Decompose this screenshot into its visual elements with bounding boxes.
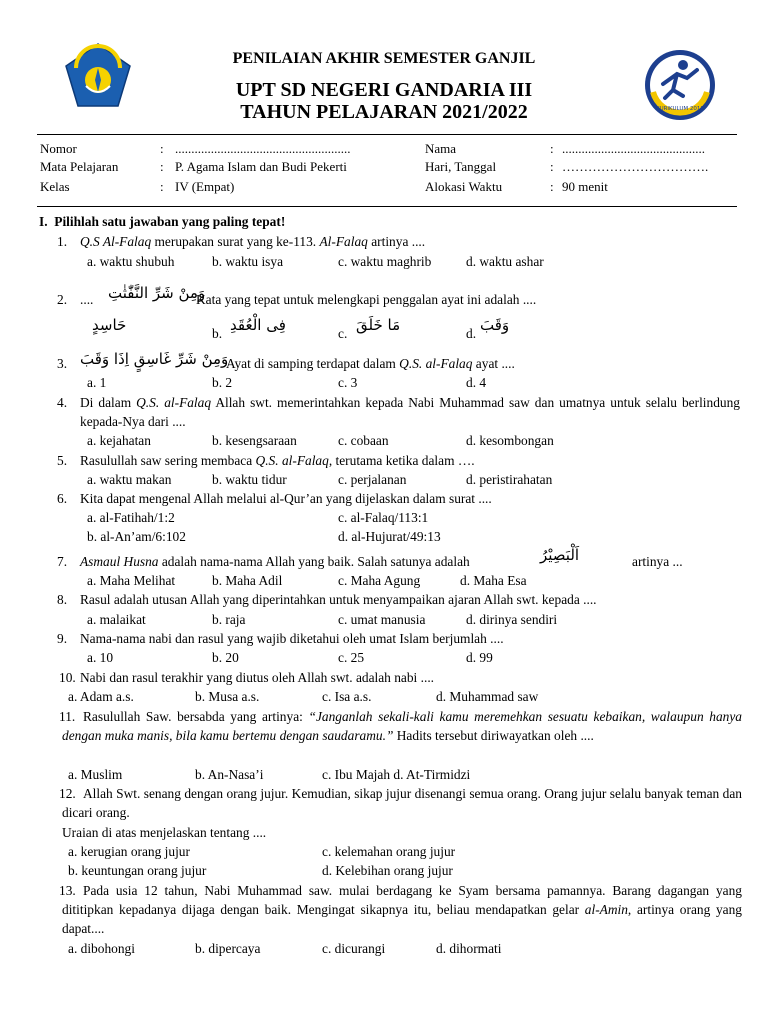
q10-option-a[interactable]: a. Adam a.s. (68, 689, 134, 704)
question-2-number: 2. (57, 292, 68, 307)
q4-option-c[interactable]: c. cobaan (338, 433, 389, 448)
question-2-text: Kata yang tepat untuk melengkapi penggalan ayat ini adalah .... (196, 292, 537, 307)
nomor-label: Nomor (40, 141, 77, 156)
question-8-text: Rasul adalah utusan Allah yang diperintahkan untuk menyampaikan ajaran Allah swt. kepada .... (80, 592, 597, 607)
colon: : (160, 179, 164, 194)
q9-option-a[interactable]: a. 10 (87, 650, 114, 665)
q1-option-c[interactable]: c. waktu maghrib (338, 254, 432, 269)
mapel-label: Mata Pelajaran (40, 159, 119, 174)
nama-value: ............................................ (562, 141, 705, 156)
q13-option-c[interactable]: c. dicurangi (322, 941, 386, 956)
q2-option-d-arabic[interactable]: وَقَبَ (480, 316, 510, 334)
question-4-number: 4. (57, 395, 68, 410)
question-12-number: 12. (59, 786, 76, 801)
q9-option-b[interactable]: b. 20 (212, 650, 239, 665)
q8-option-a[interactable]: a. malaikat (87, 612, 146, 627)
q9-option-c[interactable]: c. 25 (338, 650, 365, 665)
q5-option-b[interactable]: b. waktu tidur (212, 472, 287, 487)
q7-option-c[interactable]: c. Maha Agung (338, 573, 421, 588)
q6-option-b[interactable]: b. al-An’am/6:102 (87, 529, 186, 544)
q3-option-d[interactable]: d. 4 (466, 375, 487, 390)
q2-option-d-label: d. (466, 326, 477, 341)
q1-option-d[interactable]: d. waktu ashar (466, 254, 544, 269)
academic-year: TAHUN PELAJARAN 2021/2022 (240, 101, 528, 123)
school-name: UPT SD NEGERI GANDARIA III (235, 79, 533, 101)
exam-title: PENILAIAN AKHIR SEMESTER GANJIL (232, 50, 536, 67)
question-7-number: 7. (57, 554, 68, 569)
q7-option-d[interactable]: d. Maha Esa (460, 573, 527, 588)
q8-option-b[interactable]: b. raja (212, 612, 246, 627)
hari-value: ……………………………. (562, 159, 709, 174)
q4-option-a[interactable]: a. kejahatan (87, 433, 151, 448)
question-6-number: 6. (57, 491, 68, 506)
q2-option-c-label: c. (338, 326, 348, 341)
colon: : (550, 179, 554, 194)
q9-option-d[interactable]: d. 99 (466, 650, 493, 665)
question-13-number: 13. (59, 883, 76, 898)
mapel-value: P. Agama Islam dan Budi Pekerti (175, 159, 347, 174)
question-5-number: 5. (57, 453, 68, 468)
q2-option-a-arabic[interactable]: حَاسِدٍ (92, 316, 127, 334)
q6-option-a[interactable]: a. al-Fatihah/1:2 (87, 510, 175, 525)
q13-option-b[interactable]: b. dipercaya (195, 941, 261, 956)
question-3-arabic: وَمِنْ شَرِّ غَاسِقٍ اِذَا وَقَبَ (80, 350, 229, 368)
section-roman: I. (39, 214, 48, 229)
q10-option-b[interactable]: b. Musa a.s. (195, 689, 260, 704)
question-1-number: 1. (57, 234, 68, 249)
question-11-number: 11. (59, 709, 76, 724)
question-6-text: Kita dapat mengenal Allah melalui al-Qur’an yang dijelaskan dalam surat .... (80, 491, 492, 506)
colon: : (550, 141, 554, 156)
q12-option-b[interactable]: b. keuntungan orang jujur (68, 863, 207, 878)
question-3-text: Ayat di samping terdapat dalam Q.S. al-Falaq ayat .... (226, 356, 515, 371)
question-9-number: 9. (57, 631, 68, 646)
q2-option-b-label: b. (212, 326, 223, 341)
question-2-arabic: وَمِنْ شَرِّ النَّفّٰثٰتِ (108, 284, 206, 302)
q5-option-d[interactable]: d. peristirahatan (466, 472, 553, 487)
kelas-label: Kelas (40, 179, 70, 194)
question-9-text: Nama-nama nabi dan rasul yang wajib diketahui oleh umat Islam berjumlah .... (80, 631, 504, 646)
q3-option-b[interactable]: b. 2 (212, 375, 233, 390)
q12-option-c[interactable]: c. kelemahan orang jujur (322, 844, 456, 859)
question-3-number: 3. (57, 356, 68, 371)
question-12-text: Allah Swt. senang dengan orang jujur. Kemudian, sikap jujur disenangi semua orang. Orang jujur selalu banyak teman dan dicari orang. (62, 786, 742, 820)
q10-option-d[interactable]: d. Muhammad saw (436, 689, 539, 704)
q13-option-d[interactable]: d. dihormati (436, 941, 502, 956)
question-11-text: Rasulullah Saw. bersabda yang artinya: “Janganlah sekali-kali kamu meremehkan sesuatu kebaikan, walaupun hanya dengan muka manis, bila kamu bertemu dengan saudaramu.” Hadits tersebut diriwayatkan oleh .... (62, 709, 742, 743)
colon: : (550, 159, 554, 174)
q5-option-a[interactable]: a. waktu makan (87, 472, 172, 487)
q2-option-c-arabic[interactable]: مَا خَلَقَ (356, 316, 401, 334)
question-7-arabic: اَلْبَصِيْرُ (540, 546, 580, 564)
q7-option-a[interactable]: a. Maha Melihat (87, 573, 176, 588)
q3-option-c[interactable]: c. 3 (338, 375, 358, 390)
q11-option-b[interactable]: b. An-Nasa’i (195, 767, 264, 782)
nama-label: Nama (425, 141, 457, 156)
q10-option-c[interactable]: c. Isa a.s. (322, 689, 372, 704)
top-divider (37, 134, 737, 135)
q2-option-b-arabic[interactable]: فِى الْعُقَدِ (230, 316, 286, 334)
q6-option-d[interactable]: d. al-Hujurat/49:13 (338, 529, 441, 544)
question-5-text: Rasulullah saw sering membaca Q.S. al-Falaq, terutama ketika dalam …. (80, 453, 475, 468)
q11-option-a[interactable]: a. Muslim (68, 767, 123, 782)
q4-option-d[interactable]: d. kesombongan (466, 433, 554, 448)
question-12-prompt: Uraian di atas menjelaskan tentang .... (62, 825, 267, 840)
section-instruction: Pilihlah satu jawaban yang paling tepat! (54, 214, 286, 229)
q3-option-a[interactable]: a. 1 (87, 375, 107, 390)
question-7-text-end: artinya ... (632, 554, 683, 569)
q12-option-d[interactable]: d. Kelebihan orang jujur (322, 863, 453, 878)
question-10-number: 10. (59, 670, 76, 685)
q5-option-c[interactable]: c. perjalanan (338, 472, 407, 487)
section-title (39, 212, 285, 231)
question-1-text: Q.S Al-Falaq merupakan surat yang ke-113. Al-Falaq artinya .... (80, 234, 426, 249)
alokasi-value: 90 menit (562, 179, 608, 194)
q4-option-b[interactable]: b. kesengsaraan (212, 433, 297, 448)
colon: : (160, 159, 164, 174)
question-7-text: Asmaul Husna adalah nama-nama Allah yang baik. Salah satunya adalah (80, 554, 470, 569)
q8-option-c[interactable]: c. umat manusia (338, 612, 426, 627)
hari-label: Hari, Tanggal (425, 159, 497, 174)
question-2-dots: .... (80, 292, 94, 307)
nomor-value: ...................................................... (175, 141, 351, 156)
question-8-number: 8. (57, 592, 68, 607)
colon: : (160, 141, 164, 156)
q8-option-d[interactable]: d. dirinya sendiri (466, 612, 558, 627)
question-13-text: Pada usia 12 tahun, Nabi Muhammad saw. mulai berdagang ke Syam bersama pamannya. Barang dagangan yang dititipkan kepadanya dijaga dengan baik. Mengingat sikapnya itu, beliau mendapatkan gelar al-Amin, artinya orang yang dapat.... (62, 883, 742, 936)
q1-option-a[interactable]: a. waktu shubuh (87, 254, 175, 269)
q6-option-c[interactable]: c. al-Falaq/113:1 (338, 510, 429, 525)
bottom-divider (37, 206, 737, 207)
question-10-text: Nabi dan rasul terakhir yang diutus oleh Allah swt. adalah nabi .... (80, 670, 435, 685)
q12-option-a[interactable]: a. kerugian orang jujur (68, 844, 190, 859)
question-4-text: Di dalam Q.S. al-Falaq Allah swt. memerintahkan kepada Nabi Muhammad saw dan umatnya untuk selalu berlindung kepada-Nya dari .... (80, 395, 741, 429)
q7-option-b[interactable]: b. Maha Adil (212, 573, 283, 588)
q13-option-a[interactable]: a. dibohongi (68, 941, 135, 956)
alokasi-label: Alokasi Waktu (425, 179, 503, 194)
kelas-value: IV (Empat) (175, 179, 235, 194)
logo-caption: KURIKULUM 2013 (656, 106, 704, 112)
q1-option-b[interactable]: b. waktu isya (212, 254, 284, 269)
q11-option-c-d[interactable]: c. Ibu Majah d. At-Tirmidzi (322, 767, 471, 782)
